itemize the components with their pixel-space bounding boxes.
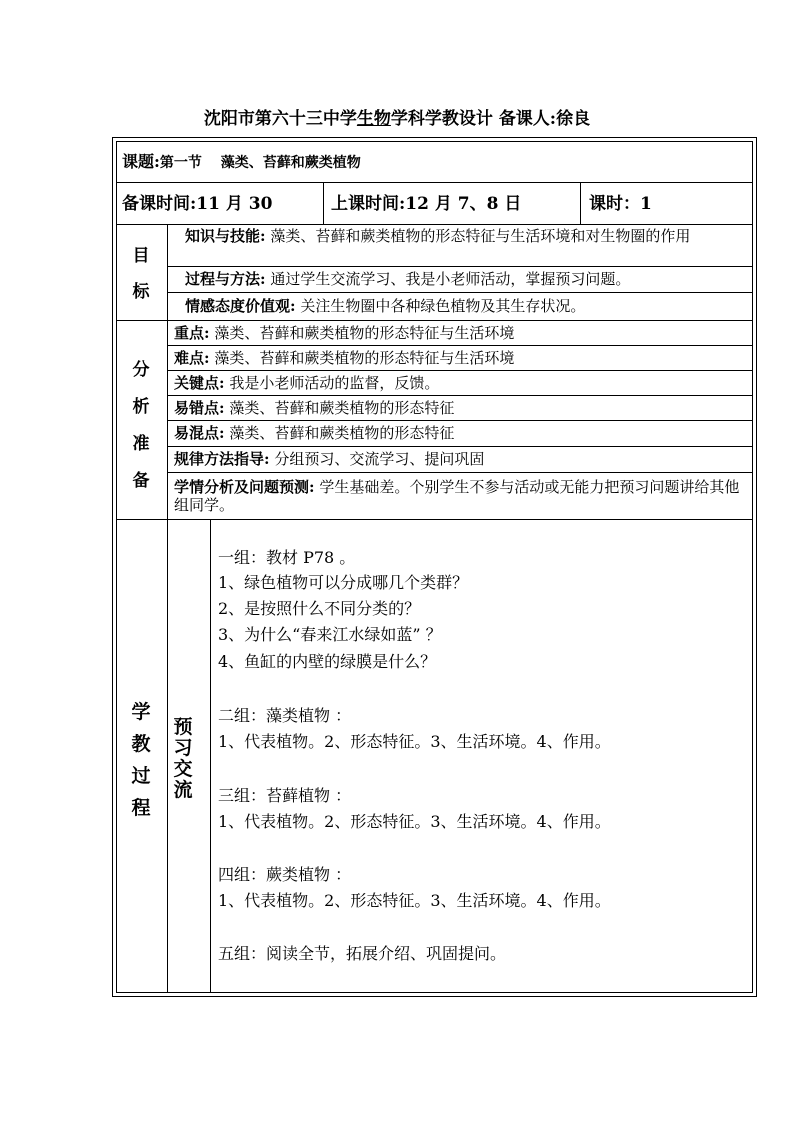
analysis-label: 学情分析及问题预测: — [174, 478, 315, 496]
group3-heading: 三组：苔藓植物 ： — [218, 786, 352, 805]
row-divider — [116, 320, 753, 321]
analysis-text: 藻类、苔藓和蕨类植物的形态特征 — [224, 424, 455, 442]
row-divider — [116, 224, 753, 225]
side-char: 程 — [131, 797, 151, 819]
row-divider — [167, 472, 753, 473]
group1-heading: 一组：教材 P78 。 — [218, 548, 356, 567]
class-time: 上课时间:12 月 7、8 日 — [331, 194, 522, 214]
objectives-side-label — [131, 241, 151, 302]
document-title — [0, 104, 794, 129]
row-divider — [167, 446, 753, 447]
analysis-text: 学生基础差。个别学生不参与活动或无能力把预习问题讲给其他组同学。 — [174, 478, 740, 514]
analysis-error-prone — [174, 399, 454, 417]
col-divider — [210, 519, 211, 993]
side-char: 准 — [132, 434, 150, 454]
analysis-text: 藻类、苔藓和蕨类植物的形态特征与生活环境 — [209, 324, 515, 342]
sub-char: 习 — [173, 737, 193, 759]
objective-label: 知识与技能: — [185, 227, 266, 245]
side-char: 过 — [131, 765, 151, 787]
group3-tasks: 1、代表植物。2、形态特征。3、生活环境。4、作用。 — [218, 812, 611, 831]
row-divider — [116, 182, 753, 183]
analysis-label: 重点: — [174, 324, 210, 342]
analysis-side-label — [131, 355, 151, 491]
side-char: 分 — [132, 360, 150, 380]
side-char: 析 — [132, 397, 150, 417]
col-divider — [167, 224, 168, 993]
objective-label: 过程与方法: — [185, 270, 266, 288]
analysis-label: 关键点: — [174, 374, 225, 392]
objective-attitude — [185, 297, 585, 315]
analysis-confusing — [174, 424, 454, 442]
row-divider — [116, 519, 753, 520]
analysis-difficulty — [174, 349, 514, 367]
analysis-critical-point — [174, 374, 439, 392]
preview-exchange-label — [172, 712, 194, 802]
analysis-label: 难点: — [174, 349, 210, 367]
row-divider — [167, 370, 753, 371]
row-divider — [167, 266, 753, 267]
group4-tasks: 1、代表植物。2、形态特征。3、生活环境。4、作用。 — [218, 891, 611, 910]
group1-question-1: 1、绿色植物可以分成哪几个类群？ — [218, 573, 469, 592]
group1-question-2: 2、是按照什么不同分类的？ — [218, 599, 421, 618]
side-char: 备 — [132, 471, 150, 491]
objective-process — [185, 270, 630, 288]
analysis-text: 分组预习、交流学习、提问巩固 — [269, 450, 485, 468]
table-inner-border — [116, 141, 753, 993]
objective-text: 通过学生交流学习、我是小老师活动，掌握预习问题。 — [265, 270, 631, 288]
analysis-label: 规律方法指导: — [174, 450, 270, 468]
design-label: 学科学教设计 — [390, 109, 493, 129]
objective-knowledge — [173, 227, 751, 245]
group1-question-4: 4、鱼缸的内壁的绿膜是什么？ — [218, 652, 437, 671]
sub-char: 预 — [173, 716, 193, 738]
analysis-text: 藻类、苔藓和蕨类植物的形态特征与生活环境 — [209, 349, 515, 367]
group5-heading: 五组：阅读全节，拓展介绍、巩固提问。 — [218, 944, 507, 963]
topic-value: 第一节 藻类、苔藓和蕨类植物 — [159, 155, 361, 171]
class-periods: 课时：1 — [589, 194, 652, 214]
sub-char: 流 — [173, 779, 193, 801]
subject-name: 生物 — [356, 109, 391, 129]
col-divider — [323, 182, 324, 224]
group2-tasks: 1、代表植物。2、形态特征。3、生活环境。4、作用。 — [218, 732, 611, 751]
analysis-key-point — [174, 324, 514, 342]
analysis-label: 易错点: — [174, 399, 225, 417]
analysis-student-situation — [174, 478, 752, 514]
objective-text: 关注生物圈中各种绿色植物及其生存状况。 — [295, 297, 586, 315]
topic-label: 课题: — [122, 152, 160, 171]
sub-char: 交 — [173, 758, 193, 780]
objective-text: 藻类、苔藓和蕨类植物的形态特征与生活环境和对生物圈的作用 — [265, 227, 691, 245]
process-side-label — [130, 697, 152, 820]
topic-row — [122, 153, 361, 172]
analysis-label: 易混点: — [174, 424, 225, 442]
analysis-text: 藻类、苔藓和蕨类植物的形态特征 — [224, 399, 455, 417]
group4-heading: 四组：蕨类植物 ： — [218, 865, 352, 884]
group2-heading: 二组：藻类植物 ： — [218, 706, 352, 725]
preparer: 备课人:徐良 — [498, 109, 591, 129]
analysis-text: 我是小老师活动的监督，反馈。 — [224, 374, 440, 392]
side-char: 教 — [131, 733, 151, 755]
school-name: 沈阳市第六十三中学 — [203, 109, 357, 129]
side-char: 学 — [131, 701, 151, 723]
col-divider — [580, 182, 581, 224]
row-divider — [167, 292, 753, 293]
row-divider — [167, 345, 753, 346]
side-char: 目 — [132, 246, 150, 266]
objective-label: 情感态度价值观: — [185, 297, 296, 315]
side-char: 标 — [132, 282, 150, 302]
analysis-method-guide — [174, 450, 484, 468]
prep-time: 备课时间:11 月 30 — [122, 194, 273, 214]
row-divider — [167, 395, 753, 396]
row-divider — [167, 420, 753, 421]
group1-question-3: 3、为什么“春来江水绿如蓝” ？ — [218, 625, 442, 644]
